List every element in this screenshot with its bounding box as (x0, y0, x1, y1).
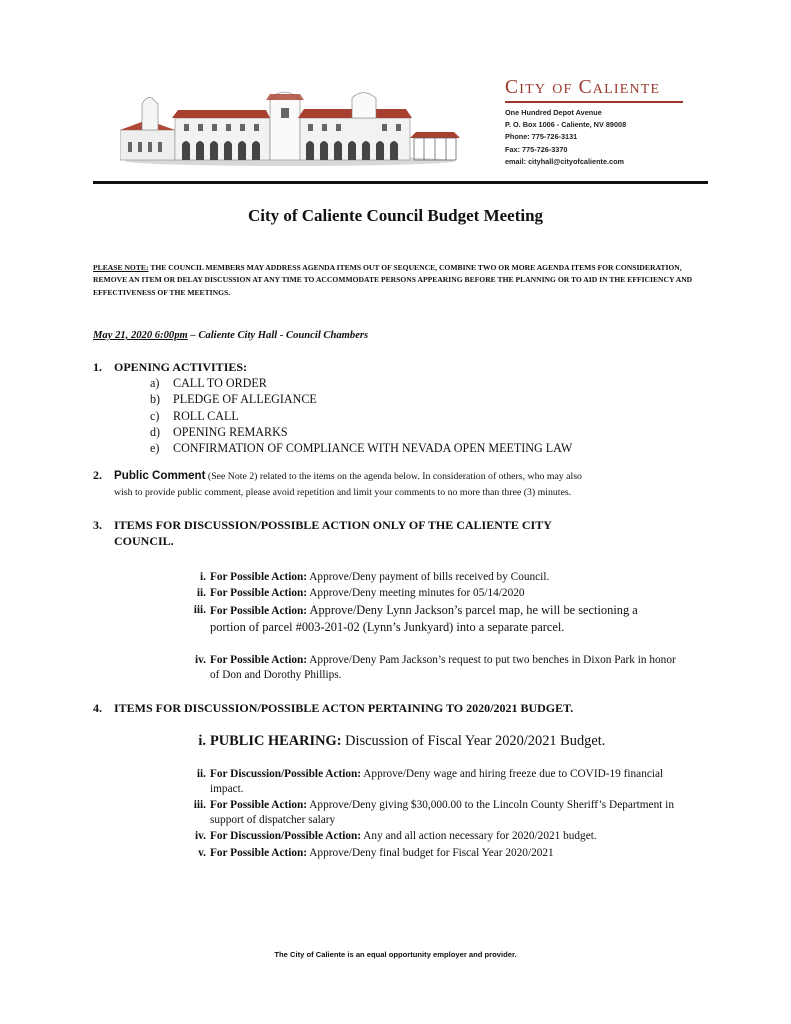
item-text: Any and all action necessary for 2020/2021 budget. (361, 830, 597, 842)
item-numeral: i. (198, 733, 206, 749)
item-label: For Possible Action: (210, 847, 308, 859)
meeting-datetime: May 21, 2020 6:00pm (93, 330, 188, 341)
item-text: Approve/Deny payment of bills received by Council. (307, 571, 550, 583)
list-marker: e) (150, 441, 160, 456)
item-numeral: iii. (193, 799, 206, 811)
list-marker: d) (150, 424, 161, 439)
item-text: Approve/Deny Pam Jackson’s request to put two benches in Dixon Park in honor of Don and Dorothy Phillips. (210, 654, 676, 682)
list-item (150, 391, 572, 407)
meeting-location: – Caliente City Hall - Council Chambers (187, 330, 369, 341)
meeting-date-location (93, 330, 368, 341)
section-text: (See Note 2) related to the items on the agenda below. In consideration of others, who may also (205, 471, 582, 482)
notice-text: THE COUNCIL MEMBERS MAY ADDRESS AGENDA ITEMS OUT OF SEQUENCE, COMBINE TWO OR MORE AGENDA ITEMS FOR CONSIDERATION, REMOVE AN ITEM OR DELAY DISCUSSION AT ANY TIME TO ACCOMMODATE PERSONS APPEARING BEFORE THE PLANNING OR TO AID IN THE EFFICIENCY AND EFFECTIVENESS OF THE MEETINGS. (93, 263, 693, 297)
list-item-text: CONFIRMATION OF COMPLIANCE WITH NEVADA OPEN MEETING LAW (173, 441, 573, 456)
list-item-text: OPENING REMARKS (173, 424, 288, 439)
agenda-item (176, 798, 686, 828)
list-item-text: PLEDGE OF ALLEGIANCE (173, 392, 317, 407)
section-number: 2. (93, 468, 102, 482)
item-label: For Possible Action: (210, 799, 308, 811)
item-label: For Discussion/Possible Action: (210, 830, 362, 842)
address-line: P. O. Box 1006 - Caliente, NV 89008 (505, 120, 627, 130)
fax-line: Fax: 775-726-3370 (505, 144, 568, 154)
item-numeral: iii. (193, 604, 206, 616)
agenda-item (176, 586, 696, 601)
header-divider (93, 181, 708, 184)
agenda-notice (93, 262, 693, 299)
list-item (150, 408, 572, 424)
list-marker: a) (150, 376, 160, 390)
item-label: For Possible Action: (210, 571, 308, 583)
footer-statement: The City of Caliente is an equal opportunity employer and provider. (274, 950, 517, 959)
section-1-heading (93, 360, 247, 375)
section-title-continued: COUNCIL. (114, 534, 174, 548)
item-text: Approve/Deny wage and hiring freeze due to COVID-19 financial impact. (210, 768, 664, 796)
contact-block (505, 107, 683, 168)
letterhead (505, 77, 683, 168)
address-line: One Hundred Depot Avenue (505, 108, 602, 117)
item-label: For Discussion/Possible Action: (210, 768, 362, 780)
letterhead-rule (505, 101, 683, 103)
item-numeral: ii. (196, 768, 206, 780)
agenda-item (176, 570, 696, 585)
item-text: Approve/Deny giving $30,000.00 to the Lincoln County Sheriff’s Department in support of dispatcher salary (210, 799, 674, 827)
item-numeral: i. (200, 571, 206, 583)
section-title: ITEMS FOR DISCUSSION/POSSIBLE ACTION ONLY OF THE CALIENTE CITY (114, 518, 552, 532)
agenda-item (176, 602, 656, 635)
section-title: OPENING ACTIVITIES: (114, 360, 248, 374)
agenda-item (176, 846, 696, 861)
section-text: wish to provide public comment, please avoid repetition and limit your comments to no more than three (3) minutes. (114, 486, 572, 498)
list-item (150, 424, 572, 440)
item-text: Approve/Deny Lynn Jackson’s parcel map, he will be sectioning a portion of parcel #003-201-02 (Lynn’s Junkyard) into a separate parcel. (210, 603, 638, 635)
item-text: Approve/Deny meeting minutes for 05/14/2020 (307, 587, 525, 599)
agenda-item (176, 732, 696, 750)
item-numeral: ii. (196, 587, 206, 599)
list-item (150, 440, 572, 456)
item-text: Approve/Deny final budget for Fiscal Year 2020/2021 (307, 847, 554, 859)
item-label: PUBLIC HEARING: (210, 733, 342, 749)
item-label: For Possible Action: (210, 587, 308, 599)
section-4-heading (93, 701, 573, 716)
agenda-item (176, 767, 686, 797)
list-marker: c) (150, 408, 160, 423)
email-line: email: cityhall@cityofcaliente.com (505, 156, 625, 166)
item-label: For Possible Action: (210, 654, 308, 666)
item-numeral: iv. (195, 654, 206, 666)
section-number: 3. (93, 518, 102, 532)
list-item-text: CALL TO ORDER (173, 376, 267, 390)
document-title: City of Caliente Council Budget Meeting (247, 206, 544, 225)
section-title: ITEMS FOR DISCUSSION/POSSIBLE ACTON PERTAINING TO 2020/2021 BUDGET. (114, 701, 574, 715)
list-marker: b) (150, 392, 161, 407)
list-item (150, 375, 572, 391)
city-hall-building-logo (120, 82, 460, 167)
section-2-public-comment (93, 468, 713, 500)
item-label: For Possible Action: (210, 605, 308, 617)
item-text: Discussion of Fiscal Year 2020/2021 Budget. (341, 733, 606, 749)
section-number: 4. (93, 701, 102, 715)
list-item-text: ROLL CALL (173, 408, 239, 423)
agenda-item (176, 653, 676, 683)
item-numeral: v. (198, 847, 206, 859)
notice-label: PLEASE NOTE: (93, 263, 149, 272)
opening-activities-list (150, 375, 572, 456)
agenda-item (176, 829, 716, 844)
item-numeral: iv. (195, 830, 206, 842)
section-title: Public Comment (114, 469, 206, 482)
phone-line: Phone: 775-726-3131 (505, 132, 578, 142)
section-number: 1. (93, 360, 102, 374)
section-3-heading (93, 517, 693, 549)
city-name-heading: City of Caliente (505, 77, 661, 98)
